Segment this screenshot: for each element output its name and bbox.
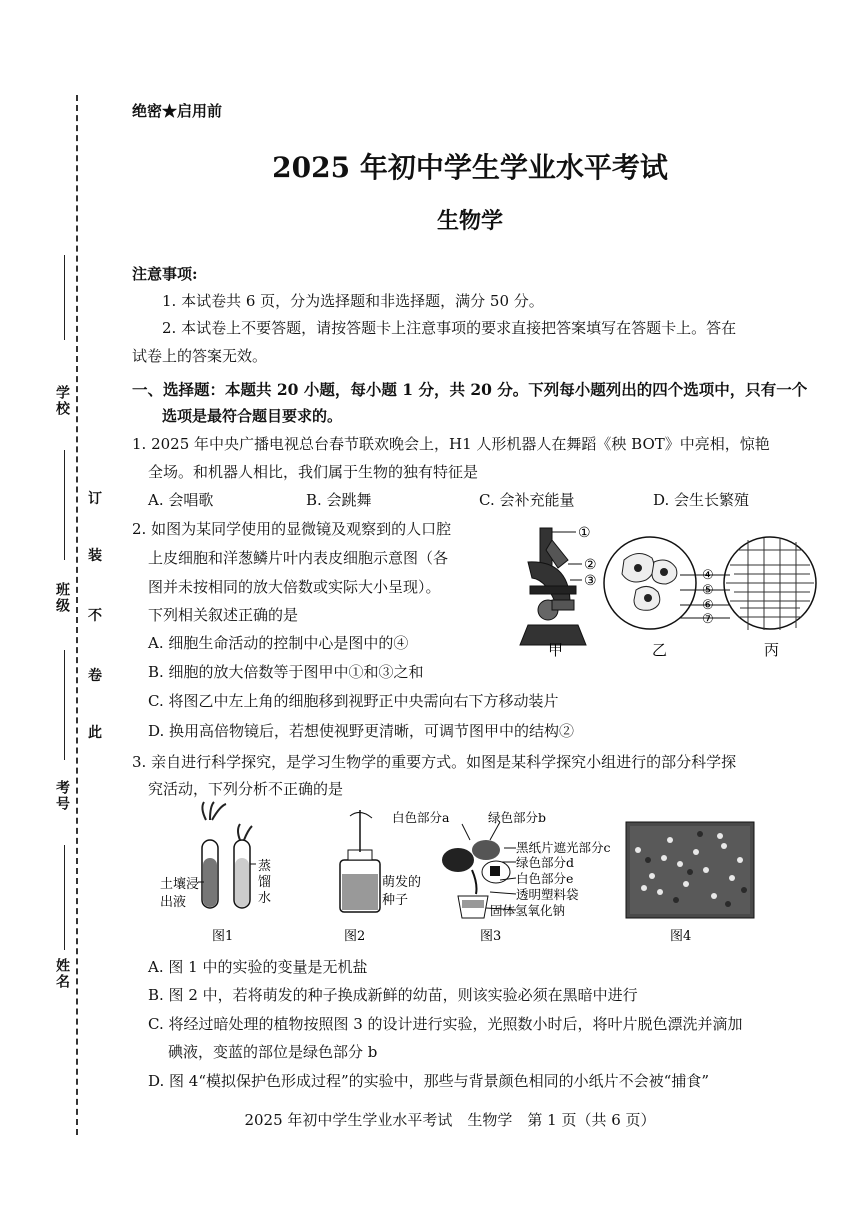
fig2-label2: 种子 <box>382 893 409 908</box>
confidential-mark: 绝密★启用前 <box>132 102 223 120</box>
figure-label-jia: 甲 <box>548 641 564 659</box>
binding-char: 不 <box>88 608 102 624</box>
onion-cells-view <box>724 537 816 630</box>
fig3-label-c: 黑纸片遮光部分c <box>516 840 611 855</box>
notice-item: 2. 本试卷上不要答题，请按答题卡上注意事项的要求直接把答案填写在答题卡上。答在 <box>162 319 737 337</box>
fig1-label-right2: 馏 <box>258 875 272 890</box>
fig1-label-left: 土壤浸 <box>160 877 200 892</box>
q1-stem: 1. 2025 年中央广播电视总台春节联欢晚会上，H1 人形机器人在舞蹈《秧 BOT》中亮相，惊艳 <box>132 435 770 453</box>
fig3-label-d: 绿色部分d <box>516 855 575 870</box>
q3-stem-cont: 究活动，下列分析不正确的是 <box>148 780 344 798</box>
notice-item: 1. 本试卷共 6 页，分为选择题和非选择题，满分 50 分。 <box>162 292 544 310</box>
q2-stem-cont: 下列相关叙述正确的是 <box>148 606 299 624</box>
q1-option-a: A. 会唱歌 <box>148 491 214 509</box>
mark-1: ① <box>578 525 591 541</box>
q3-stem: 3. 亲自进行科学探究，是学习生物学的重要方式。如图是某科学探究小组进行的部分科学探 <box>132 753 737 771</box>
q3-option-a: A. 图 1 中的实验的变量是无机盐 <box>148 958 368 976</box>
q1-option-b: B. 会跳舞 <box>306 491 372 509</box>
cheek-cells-view <box>604 537 696 629</box>
q1-option-c: C. 会补充能量 <box>479 491 575 509</box>
subject-title: 生物学 <box>436 208 503 234</box>
q1-stem-cont: 全场。和机器人相比，我们属于生物的独有特征是 <box>148 463 479 481</box>
mark-2: ② <box>584 557 597 573</box>
mark-3: ③ <box>584 573 597 589</box>
fig3-label-bag: 透明塑料袋 <box>516 887 579 902</box>
binding-char: 装 <box>88 548 102 564</box>
fig2-caption: 图2 <box>344 929 366 944</box>
q3-option-c: C. 将经过暗处理的植物按照图 3 的设计进行实验，光照数小时后，将叶片脱色漂洗并滴加 <box>148 1015 743 1033</box>
fig1-caption: 图1 <box>212 929 234 944</box>
class-label: 班级 <box>54 582 70 614</box>
q3-option-c-cont: 碘液，变蓝的部位是绿色部分 b <box>168 1043 378 1061</box>
q2-option-d: D. 换用高倍物镜后，若想使视野更清晰，可调节图甲中的结构② <box>148 722 575 740</box>
q2-option-c: C. 将图乙中左上角的细胞移到视野正中央需向右下方移动装片 <box>148 692 559 710</box>
fig4-caption: 图4 <box>670 929 692 944</box>
name-blank <box>64 845 65 950</box>
fig1-label-right: 蒸 <box>258 859 272 874</box>
notice-heading: 注意事项: <box>132 265 198 283</box>
section-heading: 一、选择题：本题共 20 小题，每小题 1 分，共 20 分。下列每小题列出的四个选项中，只有一个 <box>132 380 808 399</box>
binding-char: 卷 <box>88 668 102 684</box>
binding-char: 订 <box>88 491 102 507</box>
class-blank <box>64 450 65 560</box>
name-label: 姓名 <box>54 958 70 990</box>
page-footer: 2025 年初中学生学业水平考试 生物学 第 1 页（共 6 页） <box>244 1111 656 1129</box>
q3-option-d: D. 图 4“模拟保护色形成过程”的实验中，那些与背景颜色相同的小纸片不会被“捕食” <box>148 1072 710 1090</box>
mark-5: ⑤ <box>702 583 714 598</box>
fig3-caption: 图3 <box>480 929 502 944</box>
section-heading-cont: 选项是最符合题目要求的。 <box>162 407 343 425</box>
q2-stem-cont: 上皮细胞和洋葱鳞片叶内表皮细胞示意图（各 <box>148 549 449 567</box>
fig1-label-right3: 水 <box>258 891 272 906</box>
fig4-camouflage-photo <box>626 822 754 918</box>
mark-6: ⑥ <box>702 598 714 613</box>
fig1-label-left2: 出液 <box>160 895 187 910</box>
q2-stem: 2. 如图为某同学使用的显微镜及观察到的人口腔 <box>132 520 452 538</box>
mark-4: ④ <box>702 568 714 583</box>
figure-label-yi: 乙 <box>652 641 668 659</box>
q3-option-b: B. 图 2 中，若将萌发的种子换成新鲜的幼苗，则该实验必须在黑暗中进行 <box>148 986 638 1004</box>
q2-option-a: A. 细胞生命活动的控制中心是图中的④ <box>148 634 409 652</box>
q1-option-d: D. 会生长繁殖 <box>653 491 750 509</box>
school-label: 学校 <box>54 385 70 417</box>
q2-option-b: B. 细胞的放大倍数等于图甲中①和③之和 <box>148 663 424 681</box>
mark-7: ⑦ <box>702 612 714 627</box>
school-blank <box>64 255 65 340</box>
fig2-label: 萌发的 <box>382 875 422 890</box>
fig3-label-naoh: 固体氢氧化钠 <box>490 903 566 918</box>
exam-no-label: 考号 <box>54 780 70 812</box>
exam-title: 2025 年初中学生学业水平考试 <box>272 151 668 184</box>
figure-label-bing: 丙 <box>764 641 780 659</box>
microscope-illustration <box>520 528 586 645</box>
q2-figure <box>508 520 820 665</box>
fig2-jar <box>340 810 380 912</box>
fig3-label-b: 绿色部分b <box>488 810 547 825</box>
exam-no-blank <box>64 650 65 760</box>
fig1-test-tubes <box>198 802 256 908</box>
fig3-label-e: 白色部分e <box>516 871 574 886</box>
q3-figures <box>140 800 830 950</box>
binding-line <box>76 95 78 1135</box>
q2-stem-cont: 图并未按相同的放大倍数或实际大小呈现）。 <box>148 578 441 596</box>
fig3-label-a: 白色部分a <box>392 810 450 825</box>
binding-char: 此 <box>88 725 102 741</box>
notice-item: 试卷上的答案无效。 <box>132 347 268 365</box>
